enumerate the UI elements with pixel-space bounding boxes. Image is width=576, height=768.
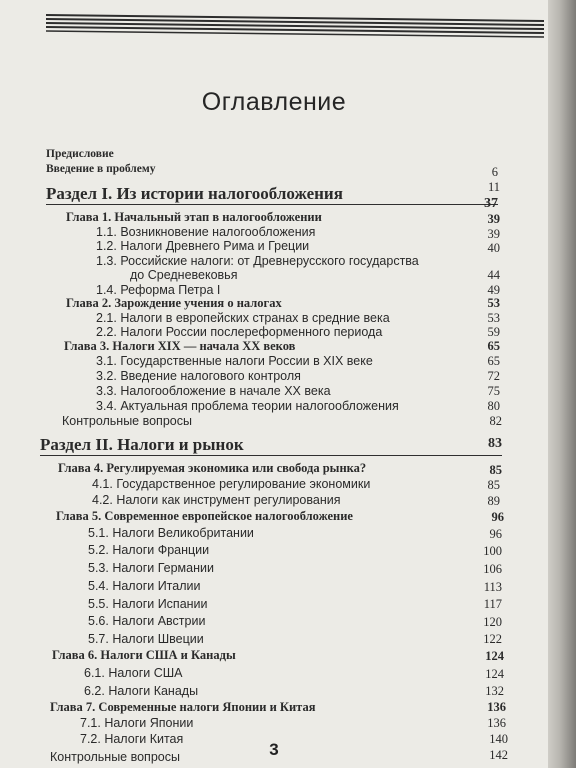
toc-entry-5-1: 5.1. Налоги Великобритании <box>88 526 254 540</box>
toc-entry-introduction: Введение в проблему <box>46 163 156 175</box>
toc-entry-4-2: 4.2. Налоги как инструмент регулирования <box>92 493 341 507</box>
toc-page-3-1: 65 <box>487 354 500 368</box>
toc-entry-5-2: 5.2. Налоги Франции <box>88 543 210 557</box>
toc-page-5-5: 117 <box>483 597 502 611</box>
toc-page-4-2: 89 <box>487 494 500 508</box>
toc-page-chapter-2: 53 <box>487 296 500 310</box>
toc-entry-chapter-2: Глава 2. Зарождение учения о налогах <box>66 296 282 310</box>
section-2-underline <box>40 455 502 456</box>
toc-entry-chapter-3: Глава 3. Налоги XIX — начала XX веков <box>64 339 296 353</box>
toc-page-4-1: 85 <box>487 478 500 492</box>
toc-entry-6-1: 6.1. Налоги США <box>84 666 183 680</box>
toc-page-review-questions-1: 82 <box>489 414 502 428</box>
toc-entry-1-3: 1.3. Российские налоги: от Древнерусского государства <box>96 254 419 268</box>
toc-page-introduction: 11 <box>487 180 500 194</box>
toc-page-review-questions-2: 142 <box>489 748 508 762</box>
toc-entry-5-7: 5.7. Налоги Швеции <box>88 632 204 646</box>
toc-entry-section-1: Раздел I. Из истории налогообложения <box>46 184 343 203</box>
toc-page-1-3-cont: 44 <box>487 268 500 282</box>
section-1-underline <box>46 204 498 205</box>
toc-page-chapter-1: 39 <box>487 212 500 226</box>
toc-entry-5-6: 5.6. Налоги Австрии <box>88 614 206 628</box>
toc-entry-chapter-1: Глава 1. Начальный этап в налогообложении <box>66 210 322 224</box>
toc-entry-1-4: 1.4. Реформа Петра I <box>96 283 221 297</box>
toc-page-5-2: 100 <box>483 544 502 558</box>
toc-entry-preface: Предисловие <box>46 148 114 160</box>
toc-entry-review-questions-1: Контрольные вопросы <box>62 414 192 428</box>
toc-page-5-6: 120 <box>483 615 502 629</box>
toc-entry-6-2: 6.2. Налоги Канады <box>84 684 199 698</box>
toc-entry-chapter-7: Глава 7. Современные налоги Японии и Китая <box>50 700 316 714</box>
toc-entry-5-5: 5.5. Налоги Испании <box>88 597 208 611</box>
toc-entry-5-4: 5.4. Налоги Италии <box>88 579 201 593</box>
toc-entry-section-2: Раздел II. Налоги и рынок <box>40 435 244 454</box>
toc-page-chapter-4: 85 <box>489 463 502 477</box>
toc-entry-3-3: 3.3. Налогообложение в начале XX века <box>96 384 331 398</box>
toc-page-section-2: 83 <box>488 436 502 451</box>
page-title: Оглавление <box>201 88 347 116</box>
toc-entry-7-2: 7.2. Налоги Китая <box>80 732 184 746</box>
toc-entry-3-1: 3.1. Государственные налоги России в XIX веке <box>96 354 373 368</box>
toc-page-6-1: 124 <box>485 667 504 681</box>
toc-entry-chapter-5: Глава 5. Современное европейское налогообложение <box>56 509 353 523</box>
toc-entry-3-2: 3.2. Введение налогового контроля <box>96 369 301 383</box>
toc-entry-7-1: 7.1. Налоги Японии <box>80 716 194 730</box>
toc-page-7-1: 136 <box>487 716 506 730</box>
toc-page-2-2: 59 <box>487 325 500 339</box>
toc-page-3-2: 72 <box>487 369 500 383</box>
toc-entry-3-4: 3.4. Актуальная проблема теории налогообложения <box>96 399 399 413</box>
toc-page-7-2: 140 <box>489 732 508 746</box>
toc-page-5-4: 113 <box>483 580 502 594</box>
toc-entry-review-questions-2: Контрольные вопросы <box>50 750 180 764</box>
toc-page-1-2: 40 <box>487 241 500 255</box>
toc-page-section-1: 37 <box>484 196 498 211</box>
toc-page-chapter-3: 65 <box>487 339 500 353</box>
toc-page-preface: 6 <box>491 165 498 179</box>
toc-page-5-1: 96 <box>489 527 502 541</box>
toc-page-6-2: 132 <box>485 684 504 698</box>
toc-page-3-4: 80 <box>487 399 500 413</box>
toc-page-1-1: 39 <box>487 227 500 241</box>
toc-entry-4-1: 4.1. Государственное регулирование экономики <box>92 477 371 491</box>
toc-page-chapter-5: 96 <box>491 510 504 524</box>
toc-page-2-1: 53 <box>487 311 500 325</box>
toc-entry-2-2: 2.2. Налоги России послереформенного периода <box>96 325 383 339</box>
toc-page-5-3: 106 <box>483 562 502 576</box>
toc-page-chapter-6: 124 <box>485 649 504 663</box>
toc-page-1-4: 49 <box>487 283 500 297</box>
toc-entry-1-2: 1.2. Налоги Древнего Рима и Греции <box>96 239 310 253</box>
toc-page-3-3: 75 <box>487 384 500 398</box>
toc-entry-chapter-6: Глава 6. Налоги США и Канады <box>52 648 236 662</box>
footer-page-number: 3 <box>269 740 279 759</box>
toc-entry-2-1: 2.1. Налоги в европейских странах в средние века <box>96 311 390 325</box>
toc-page-chapter-7: 136 <box>487 700 506 714</box>
toc-page-5-7: 122 <box>483 632 502 646</box>
toc-entry-5-3: 5.3. Налоги Германии <box>88 561 214 575</box>
header-rules-ornament <box>46 12 544 42</box>
toc-entry-1-1: 1.1. Возникновение налогообложения <box>96 225 316 239</box>
page-edge-shadow <box>548 0 576 768</box>
toc-entry-chapter-4: Глава 4. Регулируемая экономика или свобода рынка? <box>58 461 367 475</box>
toc-entry-1-3-cont: до Средневековья <box>130 268 238 282</box>
